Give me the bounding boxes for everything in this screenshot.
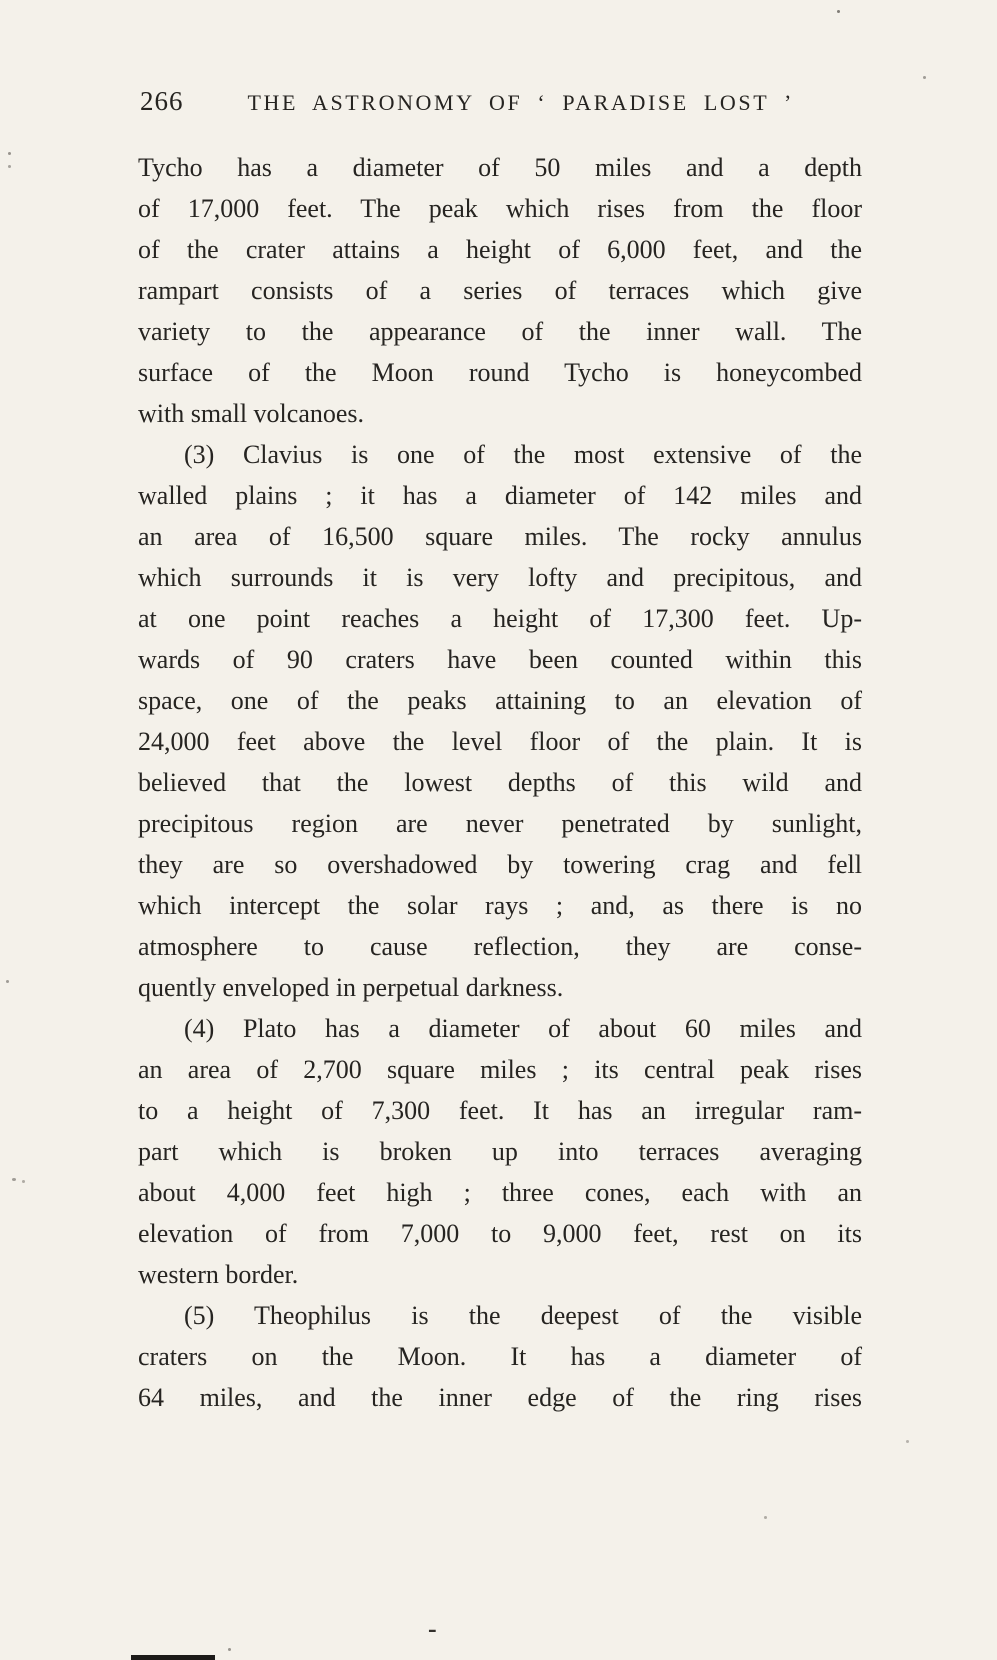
text-line: to a height of 7,300 feet. It has an irregular ram-: [138, 1096, 862, 1125]
text-line: precipitous region are never penetrated by sunlight,: [138, 809, 862, 838]
text-line: with small volcanoes.: [138, 399, 365, 428]
text-line: wards of 90 craters have been counted within this: [138, 645, 862, 674]
text-line: at one point reaches a height of 17,300 feet. Up-: [138, 604, 862, 633]
text-line: an area of 2,700 square miles ; its central peak rises: [138, 1055, 862, 1084]
text-line: believed that the lowest depths of this wild and: [138, 768, 862, 797]
scan-speck: [8, 152, 11, 155]
text-line: walled plains ; it has a diameter of 142 miles and: [138, 481, 862, 510]
scan-speck: [837, 10, 840, 13]
text-line: elevation of from 7,000 to 9,000 feet, rest on its: [138, 1219, 862, 1248]
text-line: space, one of the peaks attaining to an elevation of: [138, 686, 862, 715]
scan-speck: [906, 1440, 909, 1443]
text-line: which surrounds it is very lofty and precipitous, and: [138, 563, 862, 592]
scan-speck: [8, 165, 11, 168]
scan-speck: [228, 1648, 231, 1651]
text-line: (5) Theophilus is the deepest of the visible: [184, 1301, 862, 1330]
text-line: an area of 16,500 square miles. The rocky annulus: [138, 522, 862, 551]
text-line: (4) Plato has a diameter of about 60 miles and: [184, 1014, 862, 1043]
scan-speck: [22, 1180, 25, 1183]
text-line: Tycho has a diameter of 50 miles and a depth: [138, 153, 862, 182]
text-line: rampart consists of a series of terraces which give: [138, 276, 862, 305]
scan-artifact-dash: -: [428, 1614, 437, 1643]
text-line: part which is broken up into terraces averaging: [138, 1137, 862, 1166]
text-line: atmosphere to cause reflection, they are conse-: [138, 932, 862, 961]
running-header-title: THE ASTRONOMY OF ‘ PARADISE LOST ’: [247, 90, 794, 115]
text-line: of 17,000 feet. The peak which rises from the floor: [138, 194, 862, 223]
scan-artifact-edge-mark: [131, 1655, 215, 1660]
text-line: of the crater attains a height of 6,000 feet, and the: [138, 235, 862, 264]
text-line: about 4,000 feet high ; three cones, each with an: [138, 1178, 862, 1207]
text-line: quently enveloped in perpetual darkness.: [138, 973, 564, 1002]
running-header: [140, 86, 864, 117]
text-body: [138, 147, 862, 1418]
text-line: 24,000 feet above the level floor of the plain. It is: [138, 727, 862, 756]
text-line: which intercept the solar rays ; and, as there is no: [138, 891, 862, 920]
text-line: surface of the Moon round Tycho is honeycombed: [138, 358, 862, 387]
scan-speck: [764, 1516, 767, 1519]
text-line: craters on the Moon. It has a diameter of: [138, 1342, 862, 1371]
text-line: variety to the appearance of the inner wall. The: [138, 317, 862, 346]
scan-speck: [6, 980, 9, 983]
text-line: (3) Clavius is one of the most extensive of the: [184, 440, 862, 469]
text-line: they are so overshadowed by towering crag and fell: [138, 850, 862, 879]
scan-speck: [12, 1178, 16, 1181]
text-line: western border.: [138, 1260, 299, 1289]
scan-speck: [923, 76, 926, 79]
page-number: 266: [140, 86, 184, 116]
text-line: 64 miles, and the inner edge of the ring rises: [138, 1383, 862, 1412]
